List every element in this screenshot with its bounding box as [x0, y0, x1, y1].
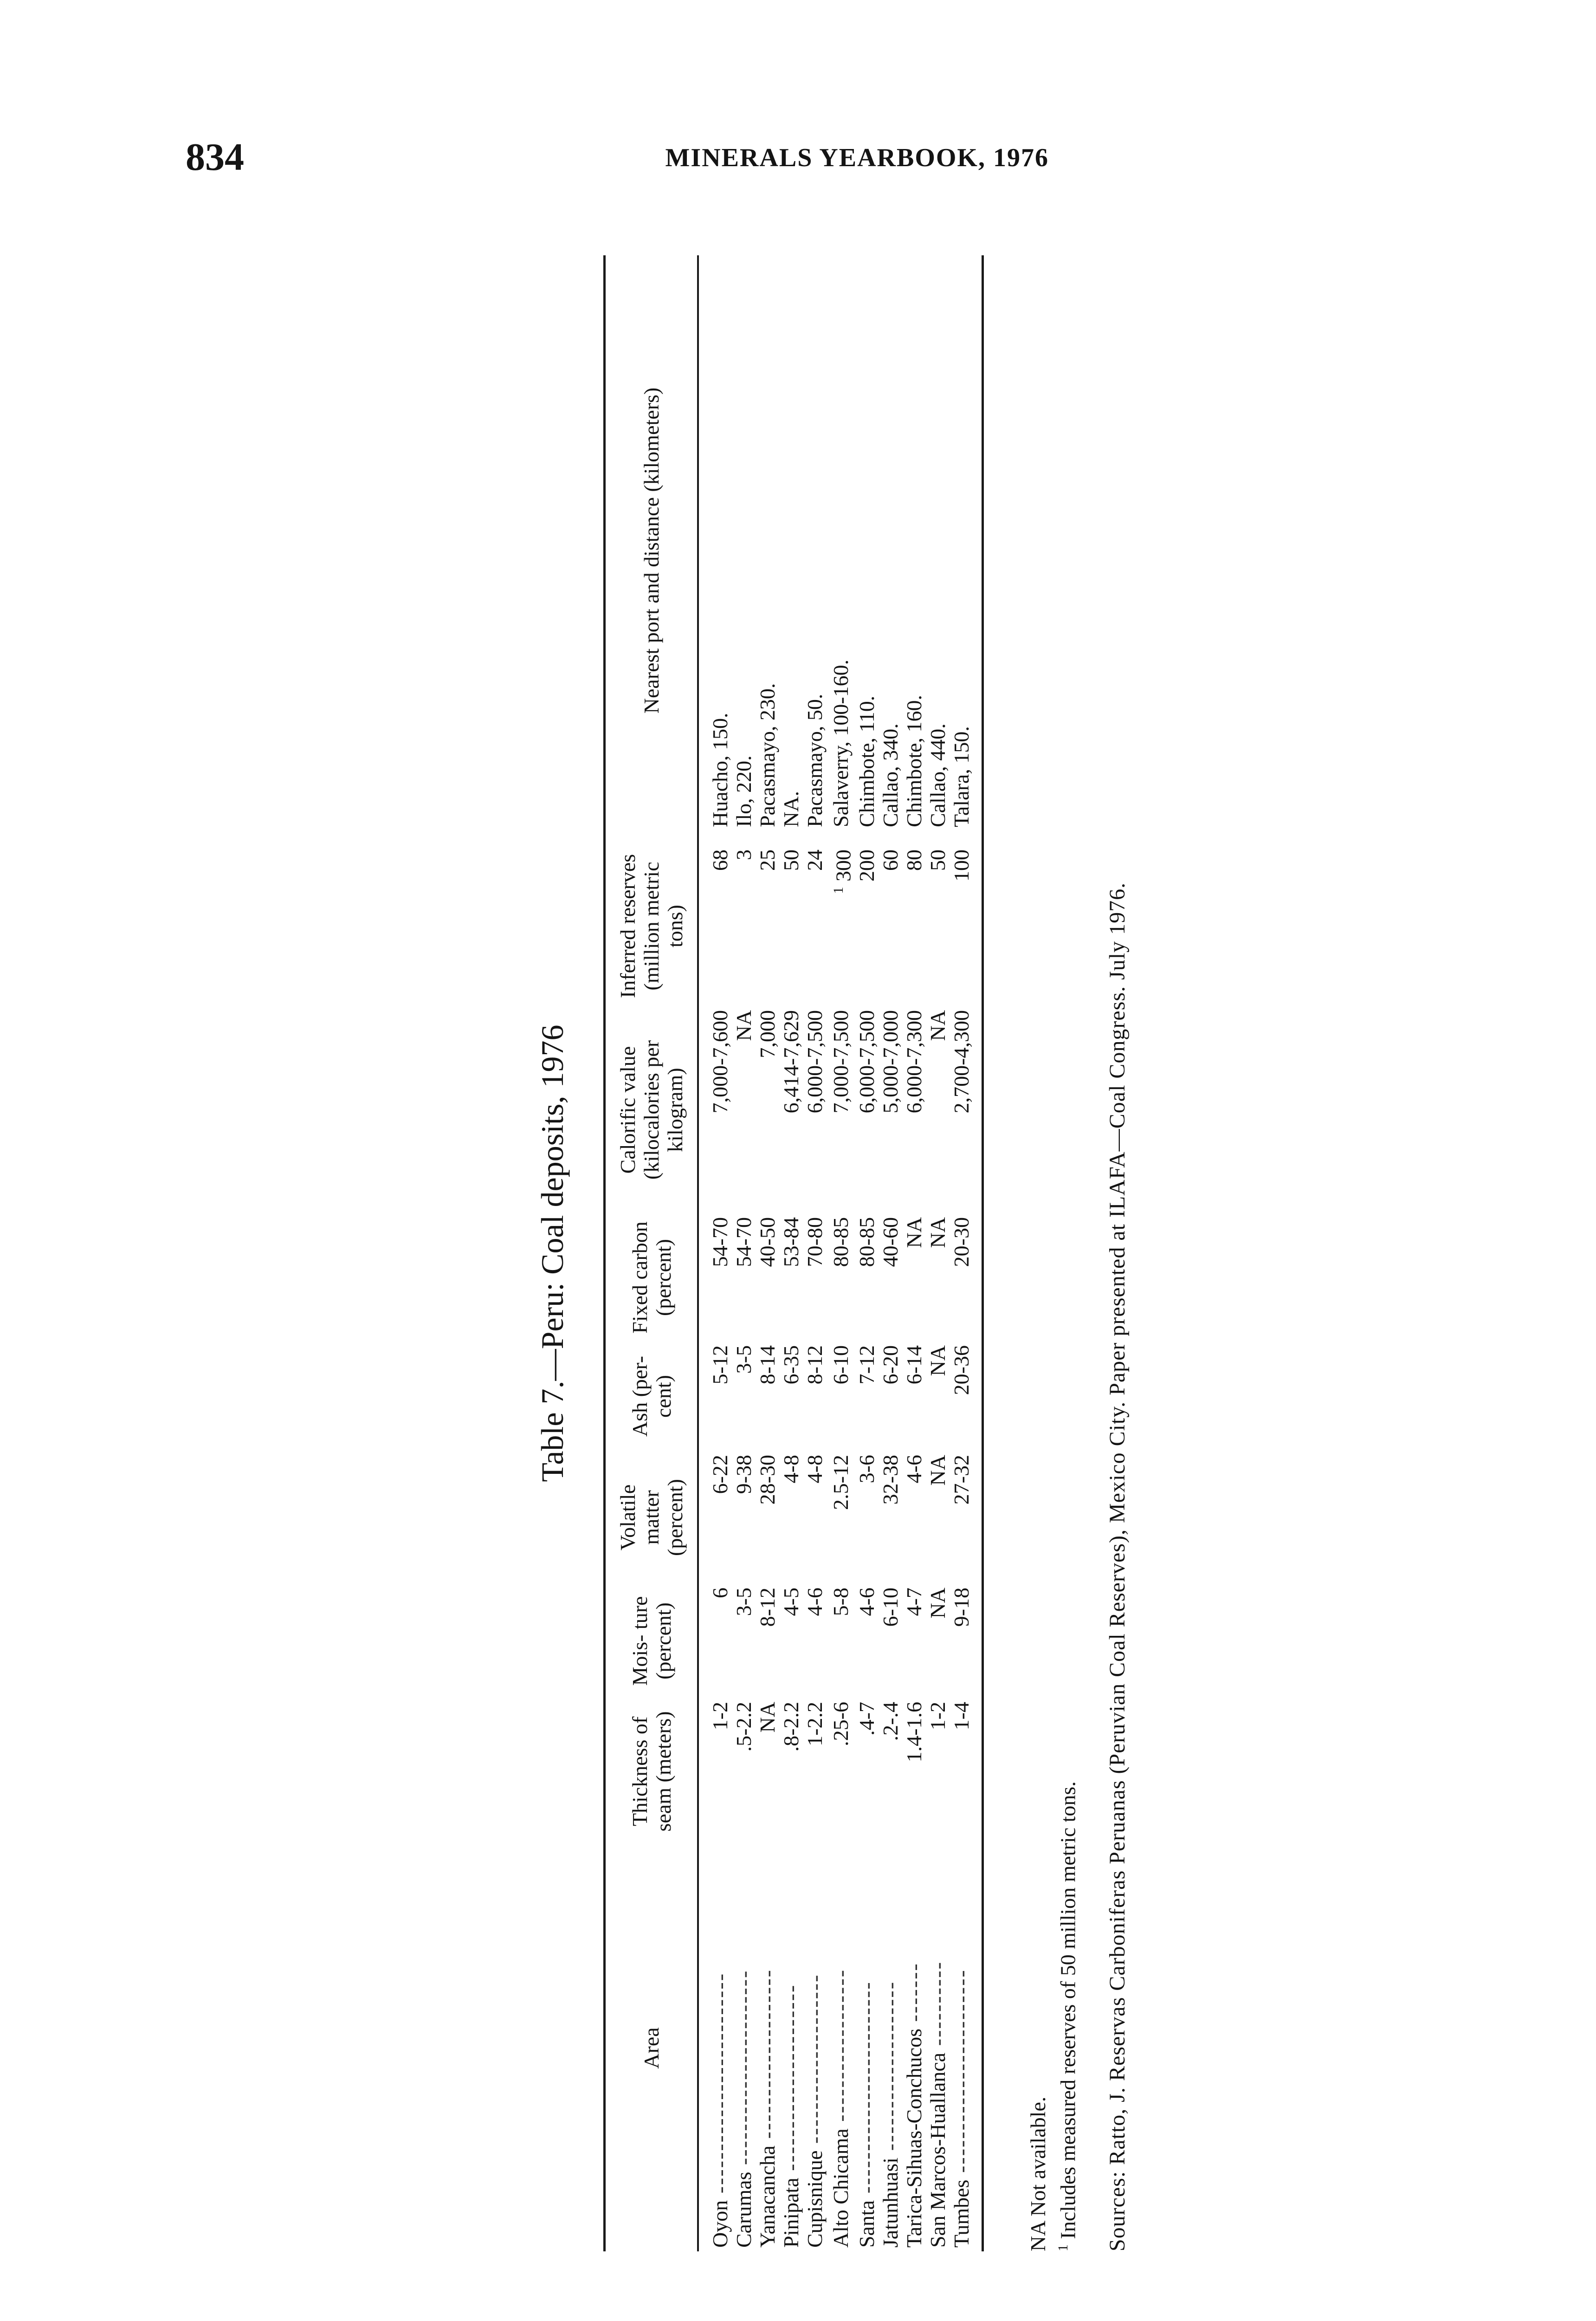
cell-value: 53-84 [779, 1217, 803, 1267]
area-name: Tarica-Sihuas-Conchucos [902, 2029, 926, 2248]
table-row [902, 255, 926, 2251]
cell-value: .8-2.2 [779, 1702, 803, 1752]
area-name: Pinipata [779, 2178, 803, 2248]
dot-leader: ------------------------ [950, 1969, 974, 2180]
table-title: Table 7.—Peru: Coal deposits, 1976 [535, 1024, 570, 1482]
cell-volatile [950, 1451, 983, 1584]
table-row [732, 255, 756, 2251]
cell-value: Salaverry, 100-160. [829, 659, 853, 827]
cell-moisture [879, 1584, 902, 1698]
cell-area [827, 1845, 855, 2251]
cell-area [855, 1845, 879, 2251]
cell-value: 6-35 [779, 1345, 803, 1385]
cell-value: 200 [855, 849, 879, 882]
cell-value: 4-8 [779, 1455, 803, 1484]
table-row [926, 255, 950, 2251]
area-name: Carumas [732, 2172, 756, 2248]
cell-reserves [803, 846, 827, 1006]
cell-ash [879, 1342, 902, 1451]
cell-value: .5-2.2 [732, 1702, 756, 1752]
cell-thickness [950, 1698, 983, 1845]
area-name: Tumbes [950, 2179, 974, 2248]
table-row [879, 255, 902, 2251]
cell-fixed-carbon [879, 1213, 902, 1342]
cell-thickness [779, 1698, 803, 1845]
cell-reserves [902, 846, 926, 1006]
cell-value: 80-85 [829, 1217, 853, 1267]
coal-deposits-table [603, 255, 984, 2251]
dot-leader: -------------------- [803, 1973, 827, 2151]
cell-value: 6,414-7,629 [779, 1010, 803, 1114]
page-header [186, 135, 1049, 186]
rotated-table-block [534, 255, 1183, 2251]
col-header-calorific: Calorific value (kilocalories per kilogram) [605, 1006, 698, 1213]
na-note: NA Not available. [1026, 2096, 1050, 2251]
cell-moisture [756, 1584, 779, 1698]
cell-value: Huacho, 150. [708, 713, 732, 827]
cell-value: 3-5 [732, 1345, 756, 1374]
cell-thickness [926, 1698, 950, 1845]
cell-reserves [879, 846, 902, 1006]
cell-port [756, 255, 779, 846]
cell-area [902, 1845, 926, 2251]
sources-note: Sources: Ratto, J. Reservas Carboniferas Peruanas (Peruvian Coal Reserves), Mexico City. Paper presented at ILAFA—Coal Congress. July 1976. [1105, 882, 1130, 2251]
cell-value: 27-32 [950, 1455, 974, 1505]
cell-value: 4-7 [902, 1588, 926, 1616]
cell-value: Ilo, 220. [732, 755, 756, 827]
col-header-ash: Ash (per- cent) [605, 1342, 698, 1451]
cell-ash [698, 1342, 732, 1451]
cell-value: 7,000-7,600 [708, 1010, 732, 1114]
table-row [950, 255, 983, 2251]
cell-port [926, 255, 950, 846]
cell-moisture [803, 1584, 827, 1698]
cell-value: 3-5 [732, 1588, 756, 1616]
cell-value: 1.4-1.6 [902, 1702, 926, 1763]
cell-value: 6-14 [902, 1345, 926, 1385]
cell-value: 4-6 [855, 1588, 879, 1616]
cell-thickness [698, 1698, 732, 1845]
cell-value: Pacasmayo, 230. [756, 683, 779, 827]
cell-thickness [756, 1698, 779, 1845]
cell-volatile [879, 1451, 902, 1584]
cell-value: .4-7 [855, 1702, 879, 1736]
cell-value: 6 [708, 1588, 732, 1598]
cell-value: NA [732, 1010, 756, 1041]
cell-moisture [855, 1584, 879, 1698]
running-head: MINERALS YEARBOOK, 1976 [665, 143, 1049, 172]
cell-value: 20-36 [950, 1345, 974, 1395]
dot-leader: -------------------- [756, 1969, 779, 2146]
cell-value: 1-2.2 [803, 1702, 827, 1746]
dot-leader: -------------------- [879, 1980, 903, 2158]
cell-ash [779, 1342, 803, 1451]
cell-fixed-carbon [855, 1213, 879, 1342]
cell-port [732, 255, 756, 846]
cell-volatile [698, 1451, 732, 1584]
cell-ash [827, 1342, 855, 1451]
cell-value: 5-12 [708, 1345, 732, 1385]
cell-value: 6-20 [879, 1345, 903, 1385]
cell-volatile [827, 1451, 855, 1584]
cell-reserves [756, 846, 779, 1006]
area-name: Oyon [708, 2200, 732, 2248]
dot-leader: ------- [902, 1962, 926, 2029]
area-name: Cupisnique [803, 2150, 827, 2248]
cell-moisture [732, 1584, 756, 1698]
cell-calorific [779, 1006, 803, 1213]
cell-calorific [950, 1006, 983, 1213]
cell-fixed-carbon [926, 1213, 950, 1342]
footnote-1 [1051, 1781, 1080, 2251]
cell-value: NA. [779, 791, 803, 827]
page-number: 834 [186, 136, 244, 179]
cell-value: 6-10 [879, 1588, 903, 1627]
table-header-row [605, 255, 698, 2251]
cell-ash [950, 1342, 983, 1451]
cell-value: 4-6 [803, 1588, 827, 1616]
cell-thickness [827, 1698, 855, 1845]
cell-reserves [732, 846, 756, 1006]
cell-reserves [698, 846, 732, 1006]
cell-volatile [803, 1451, 827, 1584]
cell-value: 8-12 [803, 1345, 827, 1385]
cell-port [779, 255, 803, 846]
cell-area [950, 1845, 983, 2251]
cell-value: 20-30 [950, 1217, 974, 1267]
area-name: Jatunhuasi [879, 2157, 903, 2248]
cell-value: 4-5 [779, 1588, 803, 1616]
cell-value: 70-80 [803, 1217, 827, 1267]
cell-moisture [902, 1584, 926, 1698]
cell-fixed-carbon [950, 1213, 983, 1342]
cell-area [779, 1845, 803, 2251]
cell-value: 2.5-12 [829, 1455, 853, 1510]
area-name: Yanacancha [756, 2145, 779, 2248]
cell-value: Callao, 340. [879, 723, 903, 827]
cell-value: 80-85 [855, 1217, 879, 1267]
cell-ash [855, 1342, 879, 1451]
cell-value: Chimbote, 160. [902, 695, 926, 827]
cell-value: 32-38 [879, 1455, 903, 1505]
cell-value: 68 [708, 849, 732, 871]
cell-thickness [879, 1698, 902, 1845]
table-row [779, 255, 803, 2251]
footnote-mark: 1 [1055, 2244, 1071, 2251]
cell-ash [902, 1342, 926, 1451]
cell-thickness [732, 1698, 756, 1845]
cell-value: 54-70 [732, 1217, 756, 1267]
cell-calorific [803, 1006, 827, 1213]
footnote-1-text: Includes measured reserves of 50 million metric tons. [1056, 1781, 1080, 2239]
area-name: San Marcos-Huallanca [926, 2052, 950, 2248]
cell-port [803, 255, 827, 846]
footnote-ref: 1 [831, 887, 846, 894]
cell-ash [756, 1342, 779, 1451]
cell-reserves [827, 846, 855, 1006]
cell-calorific [756, 1006, 779, 1213]
cell-value: NA [902, 1217, 926, 1248]
cell-value: 4-6 [902, 1455, 926, 1484]
dot-leader: ------------------ [829, 1968, 853, 2129]
cell-fixed-carbon [698, 1213, 732, 1342]
cell-port [879, 255, 902, 846]
cell-port [950, 255, 983, 846]
cell-value: 300 [831, 849, 855, 882]
cell-value: 9-38 [732, 1455, 756, 1494]
cell-value: 1-2 [708, 1702, 732, 1731]
col-header-area: Area [605, 1845, 698, 2251]
cell-value: 6-10 [829, 1345, 853, 1385]
cell-area [879, 1845, 902, 2251]
cell-fixed-carbon [803, 1213, 827, 1342]
cell-calorific [698, 1006, 732, 1213]
cell-value: 7,000 [756, 1010, 779, 1058]
cell-area [926, 1845, 950, 2251]
cell-value: 3-6 [855, 1455, 879, 1484]
cell-value: NA [926, 1010, 950, 1041]
cell-calorific [879, 1006, 902, 1213]
cell-ash [803, 1342, 827, 1451]
cell-volatile [732, 1451, 756, 1584]
cell-value: 6,000-7,500 [855, 1010, 879, 1114]
cell-fixed-carbon [756, 1213, 779, 1342]
cell-port [827, 255, 855, 846]
col-header-fixed-carbon: Fixed carbon (percent) [605, 1213, 698, 1342]
cell-fixed-carbon [827, 1213, 855, 1342]
table-row [827, 255, 855, 2251]
col-header-port: Nearest port and distance (kilometers) [605, 255, 698, 846]
cell-value: NA [926, 1588, 950, 1619]
cell-value: Talara, 150. [950, 726, 974, 827]
cell-value: 25 [756, 849, 779, 871]
cell-value: 50 [779, 849, 803, 871]
cell-area [803, 1845, 827, 2251]
cell-area [756, 1845, 779, 2251]
cell-value: 2,700-4,300 [950, 1010, 974, 1114]
cell-volatile [756, 1451, 779, 1584]
cell-value: 7,000-7,500 [829, 1010, 853, 1114]
cell-fixed-carbon [902, 1213, 926, 1342]
cell-reserves [855, 846, 879, 1006]
cell-calorific [855, 1006, 879, 1213]
cell-value: 3 [732, 849, 756, 860]
cell-thickness [855, 1698, 879, 1845]
cell-value: 1-4 [950, 1702, 974, 1731]
cell-value: 24 [803, 849, 827, 871]
cell-reserves [779, 846, 803, 1006]
dot-leader: ---------- [926, 1961, 950, 2053]
col-header-reserves: Inferred reserves (million metric tons) [605, 846, 698, 1006]
cell-value: 5-8 [829, 1588, 853, 1616]
cell-volatile [926, 1451, 950, 1584]
dot-leader: ----------------------- [732, 1969, 756, 2172]
cell-value: Callao, 440. [926, 723, 950, 827]
cell-calorific [902, 1006, 926, 1213]
table-body [698, 255, 983, 2251]
cell-reserves [926, 846, 950, 1006]
col-header-thickness: Thickness of seam (meters) [605, 1698, 698, 1845]
table-row [803, 255, 827, 2251]
cell-calorific [926, 1006, 950, 1213]
area-name: Alto Chicama [829, 2128, 853, 2248]
cell-value: 100 [950, 849, 974, 882]
cell-value: NA [926, 1455, 950, 1486]
cell-area [698, 1845, 732, 2251]
cell-value: 5,000-7,000 [879, 1010, 903, 1114]
dot-leader: ------------------------- [855, 1981, 879, 2200]
col-header-volatile: Volatile matter (percent) [605, 1451, 698, 1584]
cell-moisture [926, 1584, 950, 1698]
cell-value: 50 [926, 849, 950, 871]
cell-value: NA [756, 1702, 779, 1733]
dot-leader: ---------------------- [779, 1984, 803, 2178]
area-name: Santa [855, 2200, 879, 2248]
dot-leader: -------------------------- [708, 1972, 732, 2200]
cell-volatile [855, 1451, 879, 1584]
table-row [756, 255, 779, 2251]
cell-value: NA [926, 1345, 950, 1376]
cell-fixed-carbon [732, 1213, 756, 1342]
cell-value: 40-50 [756, 1217, 779, 1267]
cell-volatile [902, 1451, 926, 1584]
cell-value: .2-.4 [879, 1702, 903, 1741]
col-header-moisture: Mois- ture (percent) [605, 1584, 698, 1698]
cell-value: 28-30 [756, 1455, 779, 1505]
cell-reserves [950, 846, 983, 1006]
cell-thickness [902, 1698, 926, 1845]
cell-moisture [950, 1584, 983, 1698]
cell-moisture [698, 1584, 732, 1698]
cell-volatile [779, 1451, 803, 1584]
cell-ash [926, 1342, 950, 1451]
cell-value: Pacasmayo, 50. [803, 694, 827, 827]
cell-port [698, 255, 732, 846]
cell-area [732, 1845, 756, 2251]
cell-value: 8-12 [756, 1588, 779, 1627]
cell-value: 6-22 [708, 1455, 732, 1494]
cell-ash [732, 1342, 756, 1451]
cell-value: NA [926, 1217, 950, 1248]
cell-moisture [779, 1584, 803, 1698]
cell-value: 9-18 [950, 1588, 974, 1627]
cell-value: 6,000-7,300 [902, 1010, 926, 1114]
table-notes [1026, 1781, 1080, 2251]
cell-value: 7-12 [855, 1345, 879, 1385]
table-row [698, 255, 732, 2251]
cell-fixed-carbon [779, 1213, 803, 1342]
cell-calorific [827, 1006, 855, 1213]
cell-value: 60 [879, 849, 903, 871]
cell-value: 1-2 [926, 1702, 950, 1731]
cell-value: 6,000-7,500 [803, 1010, 827, 1114]
cell-port [855, 255, 879, 846]
cell-value: 8-14 [756, 1345, 779, 1385]
cell-thickness [803, 1698, 827, 1845]
cell-calorific [732, 1006, 756, 1213]
cell-value: 40-60 [879, 1217, 903, 1267]
cell-value: 80 [902, 849, 926, 871]
cell-value: 54-70 [708, 1217, 732, 1267]
cell-moisture [827, 1584, 855, 1698]
cell-port [902, 255, 926, 846]
cell-value: .25-6 [829, 1702, 853, 1746]
cell-value: Chimbote, 110. [855, 695, 879, 827]
table-row [855, 255, 879, 2251]
cell-value: 4-8 [803, 1455, 827, 1484]
